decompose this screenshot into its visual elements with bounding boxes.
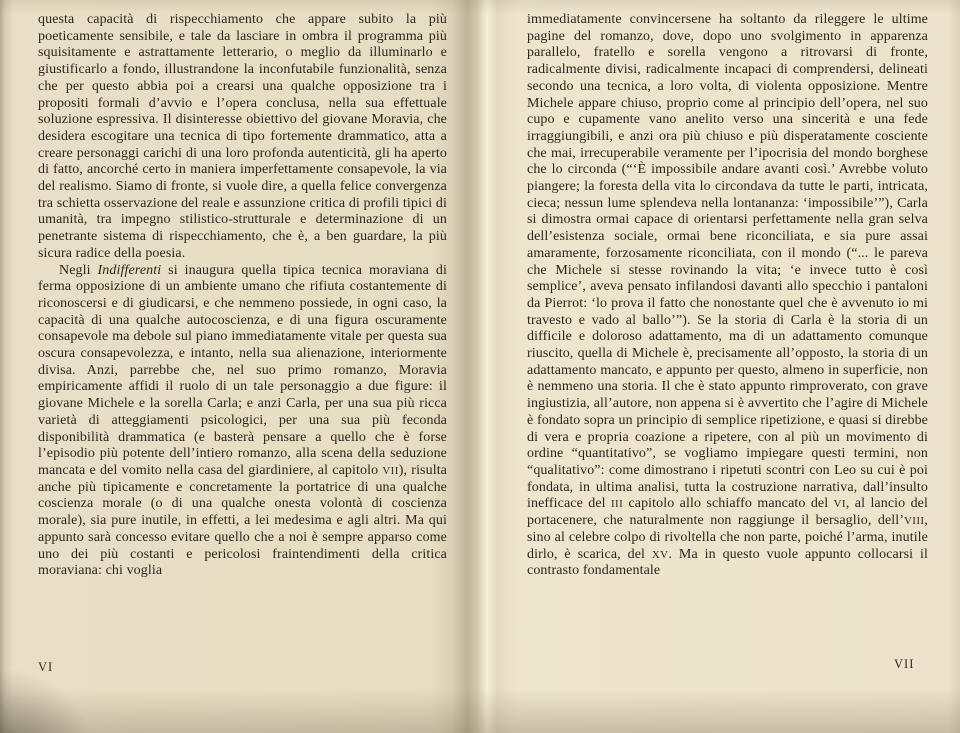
text-segment: immediatamente convincersene ha soltanto da rileggere le ultime pagine del romanzo, dove, dopo uno svolgimento in apparenza parallelo, fratello e sorella vengono a ritrovarsi di fronte, radicalmente divisi, radicalmente incapaci di comprendersi, delineati secondo una tecnica, a loro volta, di violenta opposizione. Mentre Michele appare chiuso, proprio come al principio dell’opera, nel suo cupo e cupamente vano anelito verso una sincerità e una fede irraggiungibili, e anzi ora più chiuso e più disperatamente cosciente che mai, irrecuperabile veramente per l’ipocrisia del mondo borghese che lo circonda (“‘È impossibile andare avanti così.’ Avrebbe voluto piangere; la foresta della vita lo circondava da tutte le parti, intricata, cieca; nessun lume splendeva nella lontananza: ‘impossibile’”), Carla si dimostra ormai capace di orientarsi perfettamente nella gran selva dell’esistenza sociale, ormai bene riconciliata, e sia pure assai amaramente, forzosamente riconciliata, con il mondo (“... le pareva che Michele si stesse rovinando la vita; ‘e invece tutto è così semplice’, aveva pensato infilandosi davanti allo specchio i pantaloni da Pierrot: ‘lo prova il fatto che nonostante quel che è avvenuto io mi travesto e vado al ballo’”). Se la storia di Carla è la storia di un difficile e doloroso adattamento, ma di un adattamento comunque riuscito, quella di Michele è, precisamente all’opposto, la storia di un adattamento mancato, e appunto per questo, almeno in superficie, non è nemmeno una storia. Il che è stato appunto rimproverato, con grave ingiustizia, all’autore, non appena si è avvertito che l’agire di Michele è fondato sopra un principio di semplice ripetizione, e quasi si direbbe di vera e propria coazione a ripetere, con al più un movimento di ordine “quantitativo”, se vogliamo impiegare questi termini, non “qualitativo”: come dimostrano i ripetuti scontri con Leo su cui è poi fondata, in ultima analisi, tutta la costruzione narrativa, dall’insulto inefficace del xyxy=(527,12,928,512)
paragraph xyxy=(38,12,447,263)
page-right-text xyxy=(527,12,928,580)
text-segment: si inaugura quella tipica tecnica moraviana di ferma opposizione di un ambiente umano che rifiuta costantemente di riconoscersi e di giudicarsi, e che nemmeno possiede, in ogni caso, la capacità di una qualche autocoscienza, e di una figura oscuramente consapevole ma debole sul piano immediatamente vitale per questa sua oscura consapevolezza, e intanto, nella sua alienazione, interiormente divisa. Anzi, parrebbe che, nel suo primo romanzo, Moravia empiricamente affidi il ruolo di un tale personaggio a due figure: il giovane Michele e la sorella Carla; e anzi Carla, per una sua più ricca varietà di atteggiamenti psicologici, per una sua più feconda disponibilità drammatica (e basterà pensare a quello che è forse l’episodio più potente dell’intiero romanzo, alla scena della seduzione mancata e del vomito nella casa del giardiniere, al capitolo xyxy=(38,262,447,478)
paragraph xyxy=(527,12,928,580)
text-segment-italic: Indifferenti xyxy=(97,262,162,278)
paragraph xyxy=(38,263,447,580)
text-segment-smallcaps: XV xyxy=(651,548,669,561)
text-segment-smallcaps: III xyxy=(611,498,624,511)
text-segment: ), risulta anche più tipicamente e concretamente la portatrice di una qualche coscienza morale (o di una qualche onesta volontà di coscienza morale), sia pure inutile, in effetti, a lei medesima e agli altri. Ma qui appunto sarà concesso evitare quello che a noi è sempre apparso come uno dei più costanti e pericolosi fraintendimenti della critica moraviana: chi voglia xyxy=(38,462,447,579)
text-segment: Negli xyxy=(59,262,98,278)
text-segment-smallcaps: VIII xyxy=(904,515,925,528)
text-segment: questa capacità di rispecchiamento che appare subito la più poeticamente sensibile, e tale da lasciare in ombra il programma più squisitamente e astrattamente letterario, o meglio da illuminarlo e giustificarlo a fondo, illustrandone la inconfutabile funzionalità, senza che per questo abbia poi a crearsi una qualche opposizione tra i propositi formali d’avvio e l’opera conclusa, nella sua effettuale soluzione espressiva. Il disinteresse obiettivo del giovane Moravia, che desidera escogitare una tecnica di tipo fortemente drammatico, atta a creare personaggi carichi di una loro profonda autenticità, gli ha aperto di fatto, ancorché certo in maniera imperfettamente consapevole, la via del realismo. Siamo di fronte, si vuole dire, a quella felice convergenza tra schietta osservazione del reale e assunzione critica di profili tipici di umanità, tra impegno stilistico-strutturale e determinazione di un penetrante sistema di rispecchiamento, che è, a ben guardare, la più sicura radice della poesia. xyxy=(38,12,447,261)
text-segment: , al lancio del portacenere, che naturalmente non raggiunge il bersaglio, dell’ xyxy=(527,496,928,529)
text-segment: , sino al celebre colpo di rivoltella che non parte, poiché l’arma, inutile dirlo, è scarica, del xyxy=(527,513,928,562)
page-number-right: VII xyxy=(894,657,915,671)
text-segment-smallcaps: VII xyxy=(382,464,399,477)
page-left-text xyxy=(38,12,447,580)
page-number-left: VI xyxy=(38,660,54,674)
text-segment: capitolo allo schiaffo mancato del xyxy=(623,496,834,512)
text-segment-smallcaps: VI xyxy=(833,498,846,511)
text-segment: . Ma in questo vuole appunto collocarsi il contrasto fondamentale xyxy=(527,546,928,579)
